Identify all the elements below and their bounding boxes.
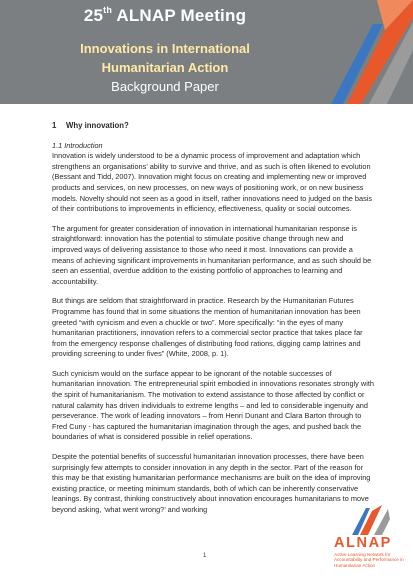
- section-number: 1: [52, 121, 57, 130]
- paper-type: Background Paper: [111, 79, 219, 94]
- section-title: Why innovation?: [66, 121, 129, 130]
- paper-title-line1: Innovations in International: [80, 41, 250, 56]
- paper-title-line2: Humanitarian Action: [101, 60, 229, 75]
- alnap-tagline: Active Learning Network for Accountability and Performance in Humanitarian Action: [334, 552, 404, 568]
- meeting-name: ALNAP Meeting: [112, 6, 247, 25]
- page-number: 1: [203, 553, 207, 559]
- paragraph-4: Such cynicism would on the surface appear to be ignorant of the notable successes of humanitarian innovation. The entrepreneurial spirit embodied in innovations resonates strongly with the spirit of humanitarianism. The motivation to extend assistance to those affected by conflict or natural calamity has driven individuals to extreme lengths – and led to considerable ingenuity and perseverance. The work of leading innovators – from Henri Dunant and Clara Barton through to Fred Cuny - has captured the humanitarian imagination through the ages, and pushed back the boundaries of what is considered possible in relief operations.: [52, 368, 374, 442]
- alnap-logo-mark-icon: [321, 0, 413, 104]
- meeting-ordinal: th: [103, 5, 113, 16]
- header-banner: [0, 0, 413, 104]
- paragraph-1: Innovation is widely understood to be a dynamic process of improvement and adaptation which strengthens an organisations’ ability to survive and thrive, and as such is often likened to evolution (Bessant and Tidd, 2007). Innovation might focus on creating and implementing new or improved products and services, on new processes, on new ways of positioning work, or on new business models. Novelty should not seen as a good in itself, rather innovations need to judged on the basis of their contributions to improvements in efficiency, effectiveness, quality or social outcomes.: [52, 151, 373, 214]
- subsection-heading: 1.1 Introduction: [52, 140, 103, 150]
- document-body: [52, 121, 374, 525]
- paragraph-3: But things are seldom that straightforward in practice. Research by the Humanitarian Futures Programme has found that in some situations the mention of humanitarian innovation has been greeted “with cynicism and even a chuckle or two”. More specifically: “in the eyes of many humanitarian practitioners, innovation refers to a commercial sector practice that takes place far from the emergency response challenges of distributing food rations, digging camp latrines and providing screening to under fives” (White, 2008, p. 1).: [52, 296, 363, 359]
- alnap-wordmark: ALNAP: [334, 535, 392, 551]
- paragraph-5: Despite the potential benefits of successful humanitarian innovation processes, there have been surprisingly few attempts to consider innovation in any depth in the sector. Part of the reason for this may be that existing humanitarian performance mechanisms are built on the idea of improving existing practice, or meeting minimum standards, both of which can be inherently conservative leanings. By contrast, thinking constructively about innovation encourages humanitarians to move beyond asking, ‘what went wrong?’ and working: [52, 452, 371, 514]
- meeting-number: 25: [83, 6, 104, 25]
- section-heading: [52, 121, 374, 132]
- meeting-title: [0, 6, 330, 26]
- paragraph-2: The argument for greater consideration of innovation in international humanitarian response is straightforward: innovation has the potential to stimulate positive change through new and improved ways of delivering assistance to those who need it most. Innovations can provide a means of achieving significant improvements in humanitarian performance, and as such should be seen an essential, overdue addition to the existing portfolio of approaches to learning and accountability.: [52, 223, 372, 286]
